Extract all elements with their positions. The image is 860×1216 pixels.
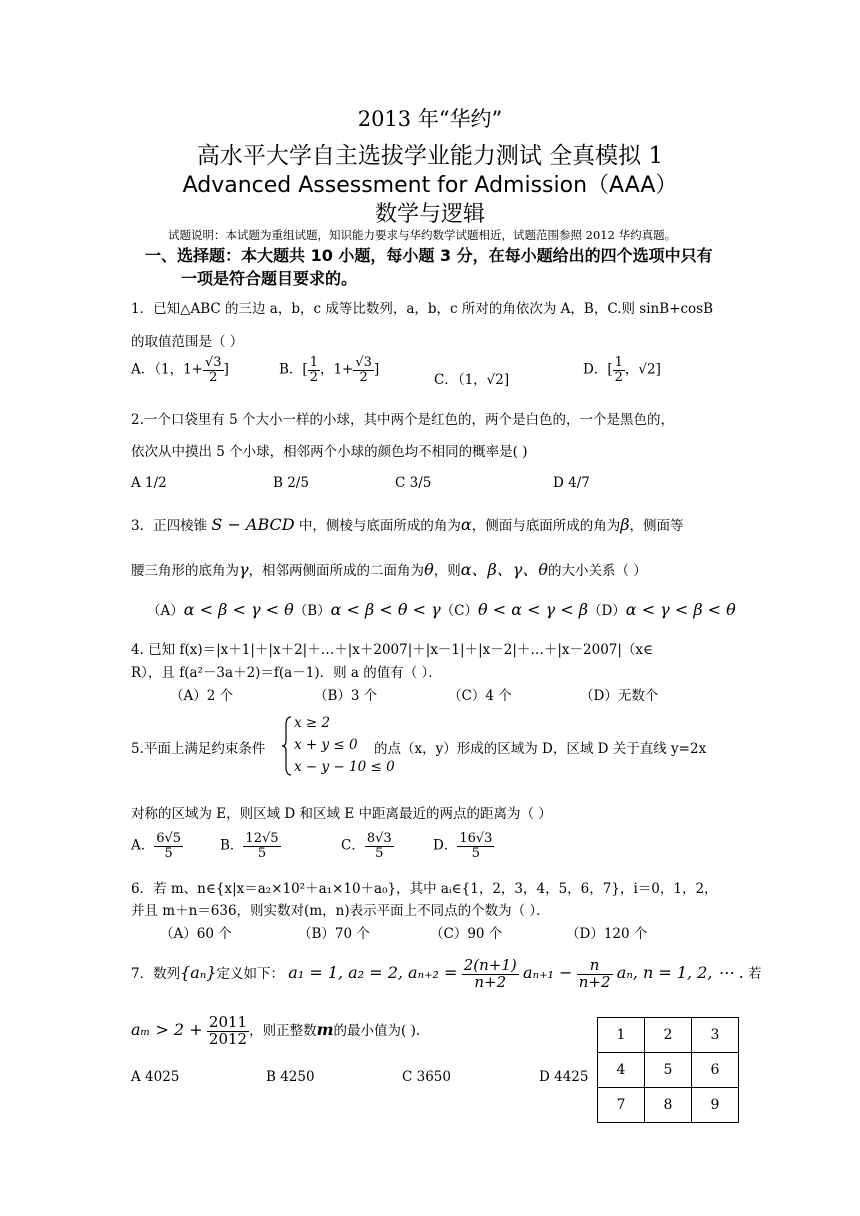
q7-f3-num: 2011: [208, 1013, 248, 1031]
q3-option-d: α < γ < β < θ: [625, 600, 736, 619]
grid-cell: 3: [692, 1018, 739, 1053]
title-line-3: Advanced Assessment for Admission（AAA）: [182, 173, 678, 198]
q2-line-2: 依次从中摸出 5 个小球，相邻两个小球的颜色均不相同的概率是( ): [131, 444, 528, 460]
q5-line-2: 对称的区域为 E，则区域 D 和区域 E 中距离最近的两点的距离为（ ）: [131, 806, 552, 822]
q3-option-b: α < β < θ < γ: [330, 600, 441, 619]
q1-b-mid: ，1+: [319, 361, 354, 378]
q1-option-d: [583, 356, 661, 384]
q7-fraction-1: [462, 958, 519, 991]
q3-l1-b: 中，侧棱与底面所成的角为: [294, 518, 461, 534]
q3-line-2: [131, 557, 647, 580]
q7-option-c: C 3650: [402, 1069, 451, 1085]
q7-option-d: D 4425: [539, 1069, 589, 1085]
q7-line-2: [131, 1015, 420, 1048]
q5-lead: 5.平面上满足约束条件: [131, 741, 266, 757]
q1-a-num: √3: [205, 355, 222, 370]
q6-option-a: （A）60 个: [160, 926, 232, 942]
q3-beta: β: [620, 515, 630, 534]
q5-option-b: [220, 832, 281, 860]
grid-cell: 1: [598, 1018, 645, 1053]
q1-a-suffix: ]: [223, 361, 229, 378]
q4-line-2: R），且 f(a²－3a＋2)＝f(a－1)．则 a 的值有（ ）．: [131, 665, 442, 681]
q3-option-a: α < β < γ < θ: [183, 600, 294, 619]
q7-option-a: A 4025: [131, 1069, 180, 1085]
grid-cell: 2: [645, 1018, 692, 1053]
q3-l1-c: ，侧面与底面所成的角为: [471, 518, 621, 534]
grid-row: [598, 1018, 739, 1053]
q7-l2-b: ，则正整数: [249, 1022, 317, 1039]
q7-sequence: {aₙ}: [180, 962, 217, 982]
q7-m: m: [316, 1019, 334, 1039]
q3-c-label: （C）: [440, 603, 478, 619]
q7-formula-b: aₙ, n = 1, 2, ⋯ .: [616, 962, 744, 982]
q5-c-fraction: [365, 832, 394, 860]
q7-option-b: B 4250: [266, 1069, 315, 1085]
q5-constraint-2: x + y ≤ 0: [294, 737, 358, 753]
q5-d-label: D．: [433, 837, 458, 854]
grid-cell: 4: [598, 1053, 645, 1088]
q5-c-label: C．: [341, 837, 365, 854]
q7-line-1: [131, 958, 762, 991]
q6-option-c: （C）90 个: [430, 926, 503, 942]
title-line-2: 高水平大学自主选拔学业能力测试 全真模拟 1: [196, 143, 664, 169]
q5-brace-icon: [281, 715, 293, 777]
q3-l2-b: ，相邻两侧面所成的二面角为: [248, 563, 425, 579]
q1-line-2: 的取值范围是（ ）: [131, 334, 244, 350]
grid-cell: 6: [692, 1053, 739, 1088]
q1-option-b: [279, 356, 379, 384]
q1-d-num: 1: [614, 355, 623, 370]
q1-d-fraction: [613, 356, 625, 384]
q7-condition: aₘ > 2 +: [131, 1019, 203, 1039]
q7-f2-den: n+2: [578, 972, 611, 991]
q5-b-den: 5: [257, 845, 267, 861]
q3-options: [147, 599, 736, 619]
q5-constraint-1: x ≥ 2: [294, 715, 331, 731]
q4-option-c: （C）4 个: [448, 688, 512, 704]
q5-c-den: 5: [375, 845, 384, 861]
title-line-1: 2013 年“华约”: [357, 107, 503, 131]
q4-option-b: （B）3 个: [314, 688, 378, 704]
q7-l2-c: 的最小值为( ).: [333, 1022, 421, 1039]
grid-cell: 9: [692, 1088, 739, 1123]
q4-line-1: 4. 已知 f(x)＝|x＋1|＋|x＋2|＋…＋|x＋2007|＋|x－1|＋|x－2|＋…＋|x－2007|（x∈: [131, 642, 654, 658]
q1-b-den-2: 2: [359, 369, 368, 385]
q1-b-fraction-2: [353, 356, 374, 384]
q4-option-a: （A）2 个: [170, 688, 234, 704]
q6-option-b: （B）70 个: [298, 926, 370, 942]
q1-b-suffix: ]: [373, 361, 380, 378]
q1-d-den: 2: [614, 369, 623, 385]
q3-line-1: [131, 514, 683, 534]
q7-f3-den: 2012: [208, 1029, 248, 1048]
q5-b-fraction: [243, 832, 280, 860]
q1-a-fraction: [203, 356, 224, 384]
q2-option-a: A 1/2: [131, 475, 167, 491]
q3-alpha: α: [460, 515, 472, 534]
q5-option-c: [341, 832, 394, 860]
q7-tail: 若: [748, 965, 762, 982]
q6-option-d: （D）120 个: [566, 926, 648, 942]
q1-b-num-2: √3: [355, 355, 372, 370]
q1-line-1: 1．已知△ABC 的三边 a，b，c 成等比数列，a，b，c 所对的角依次为 A，B，C.则 sinB+cosB: [131, 301, 713, 317]
number-grid: [597, 1017, 739, 1123]
q2-option-b: B 2/5: [273, 475, 309, 491]
q1-d-prefix: D．[: [583, 361, 613, 378]
q3-l2-c: ，则: [433, 563, 461, 579]
grid-row: [598, 1053, 739, 1088]
section-heading-1a: 一、选择题：本大题共 10 小题，每小题 3 分，在每小题给出的四个选项中只有: [145, 246, 713, 265]
q7-lead: 7．数列: [131, 965, 181, 982]
q1-b-fraction-1: [308, 356, 320, 384]
q5-d-fraction: [457, 832, 494, 860]
q1-a-den: 2: [209, 369, 218, 385]
q7-fraction-2: [577, 958, 613, 991]
q1-a-prefix: A．（1，1+: [131, 361, 203, 378]
q5-c-num: 8√3: [366, 831, 392, 846]
section-heading-1b: 一项是符合题目要求的。: [181, 269, 358, 288]
q7-formula-a: a₁ = 1, a₂ = 2, aₙ₊₂ =: [288, 962, 458, 982]
q3-option-c: θ < α < γ < β: [477, 600, 588, 619]
q5-option-d: [433, 832, 494, 860]
q1-d-suffix: ，√2]: [624, 361, 661, 378]
q5-a-label: A．: [131, 837, 155, 854]
q1-b-prefix: B．[: [279, 361, 308, 378]
exam-note: 试题说明：本试题为重组试题，知识能力要求与华约数学试题相近，试题范围参照 2012 华约真题。: [168, 228, 677, 242]
q3-l1-d: ，侧面等: [629, 518, 684, 534]
q5-line-1-tail: 的点（x，y）形成的区域为 D，区域 D 关于直线 y=2x: [374, 741, 707, 757]
q7-fraction-3: [207, 1015, 249, 1048]
grid-cell: 5: [645, 1053, 692, 1088]
q5-d-num: 16√3: [459, 831, 493, 846]
q1-b-num-1: 1: [309, 355, 318, 370]
q2-option-c: C 3/5: [395, 475, 432, 491]
q6-line-1: 6．若 m、n∈{x|x＝a₂×10²＋a₁×10＋a₀}，其中 aᵢ∈{1，2，3，4，5，6，7}，i＝0，1，2，: [131, 881, 718, 897]
q3-angle-list: α、β、γ、θ: [460, 560, 548, 579]
q2-line-1: 2.一个口袋里有 5 个大小一样的小球，其中两个是红色的，两个是白色的，一个是黑色的，: [131, 412, 675, 428]
q6-line-2: 并且 m＋n＝636，则实数对(m，n)表示平面上不同点的个数为（ ）．: [131, 903, 550, 919]
subject-title: 数学与逻辑: [374, 202, 485, 227]
grid-cell: 8: [645, 1088, 692, 1123]
q1-option-a: [131, 356, 229, 384]
q7-f1-den: n+2: [474, 972, 507, 991]
q5-b-num: 12√5: [245, 831, 279, 846]
q3-pyramid: S − ABCD: [211, 515, 295, 534]
q3-l1-a: 3．正四棱锥: [131, 518, 212, 534]
q3-a-label: （A）: [147, 603, 184, 619]
q5-a-fraction: [154, 832, 183, 860]
q5-d-den: 5: [471, 845, 481, 861]
grid-row: [598, 1088, 739, 1123]
q3-gamma: γ: [239, 560, 249, 579]
q7-mid: aₙ₊₁ −: [523, 962, 573, 982]
q3-b-label: （B）: [293, 603, 331, 619]
q5-a-num: 6√5: [156, 831, 182, 846]
q3-d-label: （D）: [587, 603, 626, 619]
q5-constraint-3: x − y − 10 ≤ 0: [294, 759, 395, 775]
q7-f2-num: n: [577, 958, 613, 975]
q1-b-den-1: 2: [309, 369, 318, 385]
q5-b-label: B．: [220, 837, 244, 854]
q7-def: 定义如下：: [216, 965, 284, 982]
q3-l2-a: 腰三角形的底角为: [131, 563, 239, 579]
grid-cell: 7: [598, 1088, 645, 1123]
q3-l2-d: 的大小关系（ ）: [547, 563, 647, 579]
q5-a-den: 5: [164, 845, 173, 861]
q5-option-a: [131, 832, 183, 860]
q1-option-c: C．（1，√2]: [434, 372, 510, 388]
q2-option-d: D 4/7: [553, 475, 590, 491]
q4-option-d: （D）无数个: [580, 688, 659, 704]
q3-theta: θ: [424, 560, 434, 579]
q7-f1-num: 2(n+1): [463, 956, 517, 974]
